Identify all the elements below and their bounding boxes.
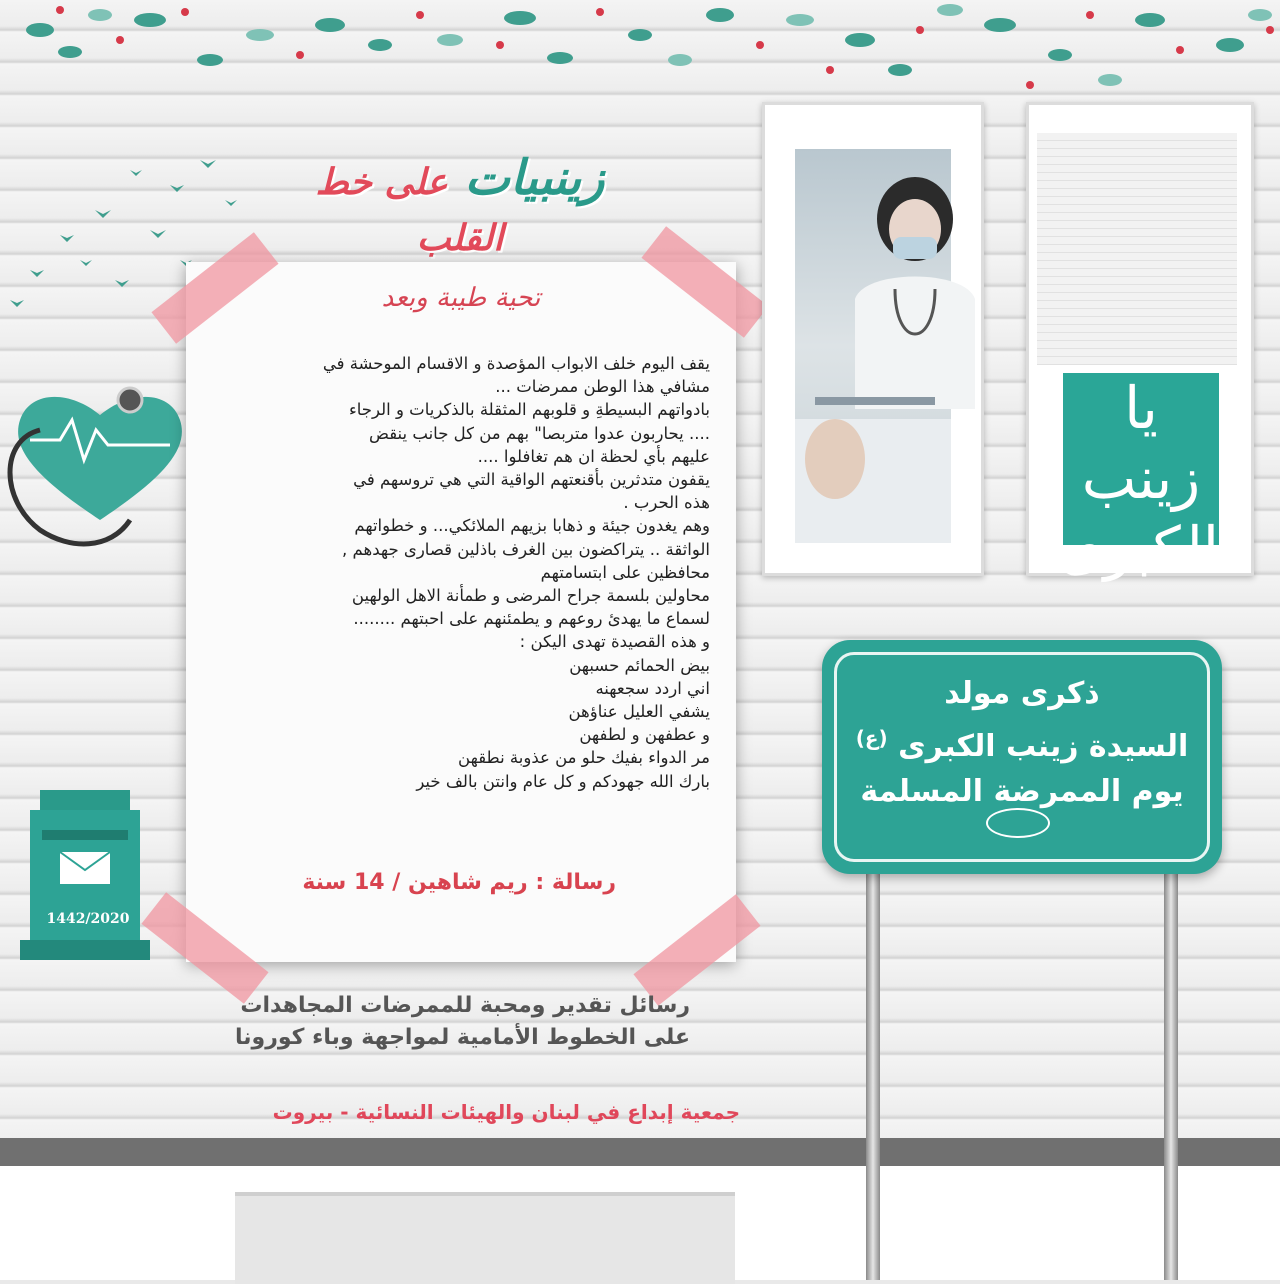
bench — [235, 1192, 735, 1284]
sign-honorific: (ع) — [855, 726, 888, 750]
window-shutter — [1026, 102, 1254, 582]
letter-line: بيض الحمائم حسبهن — [569, 655, 710, 675]
letter-line: محافظين على ابتسامتهم — [540, 562, 710, 582]
letter-sender: رسالة : ريم شاهين / 14 سنة — [302, 870, 616, 895]
mailbox-year: 1442/2020 — [46, 911, 130, 927]
letter-line: يقف اليوم خلف الابواب المؤصدة و الاقسام الموحشة في — [322, 354, 710, 373]
seal-icon — [986, 808, 1050, 838]
letter-line: و هذه القصيدة تهدى اليكن : — [519, 632, 710, 652]
garland-decoration — [0, 0, 1280, 110]
sign-line-1: ذكرى مولد — [944, 676, 1100, 711]
letter-greeting: تحية طيبة وبعد — [381, 283, 541, 313]
mailbox-icon — [20, 760, 150, 960]
letter-line: هذه الحرب . — [623, 493, 710, 513]
sign-line-3: يوم الممرضة المسلمة — [860, 774, 1184, 809]
floor-band — [0, 1138, 1280, 1166]
sign-post-left — [866, 874, 880, 1280]
letter-line: الواثقة .. يتراكضون بين الغرف باذلين قصارى جهدهم , — [342, 539, 710, 559]
letter-line: مشافي هذا الوطن ممرضات ... — [495, 377, 710, 397]
letter-line: مر الدواء بفيك حلو من عذوبة نطقهن — [458, 748, 710, 768]
letter-line: يشفي العليل عناؤهن — [568, 702, 710, 722]
letter-line: .... يحاربون عدوا متربصا" بهم من كل جانب ينقض — [369, 423, 710, 443]
sign-line-2 — [822, 726, 1222, 764]
poster-title — [270, 150, 650, 259]
letter-line: بارك الله جهودكم و كل عام وانتن بالف خير — [416, 771, 710, 791]
calligraphy-panel: يا زينب الكبرى — [1058, 374, 1219, 582]
organization-name: جمعية إبداع في لبنان والهيئات النسائية - بيروت — [272, 1100, 740, 1124]
title-sub: على خط القلب — [315, 161, 504, 259]
letter-line: عليهم بأي لحظة ان هم تغافلوا .... — [477, 446, 710, 466]
window-nurse — [762, 102, 984, 576]
letter-line: بادواتهم البسيطةِ و قلوبهم المثقلة بالذكريات و الرجاء — [349, 400, 710, 420]
title-main: زينبيات — [464, 150, 605, 206]
street-sign — [822, 640, 1222, 874]
letter-line: و عطفهن و لطفهن — [579, 725, 710, 745]
heart-stethoscope-icon — [0, 360, 200, 580]
letter-line: يقفون متدثرين بأقنعتهم الواقية التي هي تروسهم في — [353, 470, 710, 490]
caption-line-2: على الخطوط الأمامية لمواجهة وباء كورونا — [235, 1025, 690, 1050]
letter-body — [220, 352, 710, 793]
sign-line-2-text: السيدة زينب الكبرى — [898, 729, 1189, 764]
letter-line: محاولين بلسمة جراح المرضى و طمأنة الاهل الولهين — [351, 586, 710, 606]
caption — [190, 990, 690, 1054]
caption-line-1: رسائل تقدير ومحبة للممرضات المجاهدات — [240, 993, 690, 1018]
letter-line: وهم يغدون جيئة و ذهابا بزيهم الملائكي... و خطواتهم — [354, 516, 710, 536]
letter-line: لسماع ما يهدئ روعهم و يطمئنهم على احبتهم ........ — [353, 609, 710, 629]
nurse-photo — [795, 149, 951, 543]
letter-line: اني اردد سجعهنه — [595, 678, 710, 698]
roller-shutter — [1037, 133, 1237, 365]
sign-post-right — [1164, 874, 1178, 1280]
